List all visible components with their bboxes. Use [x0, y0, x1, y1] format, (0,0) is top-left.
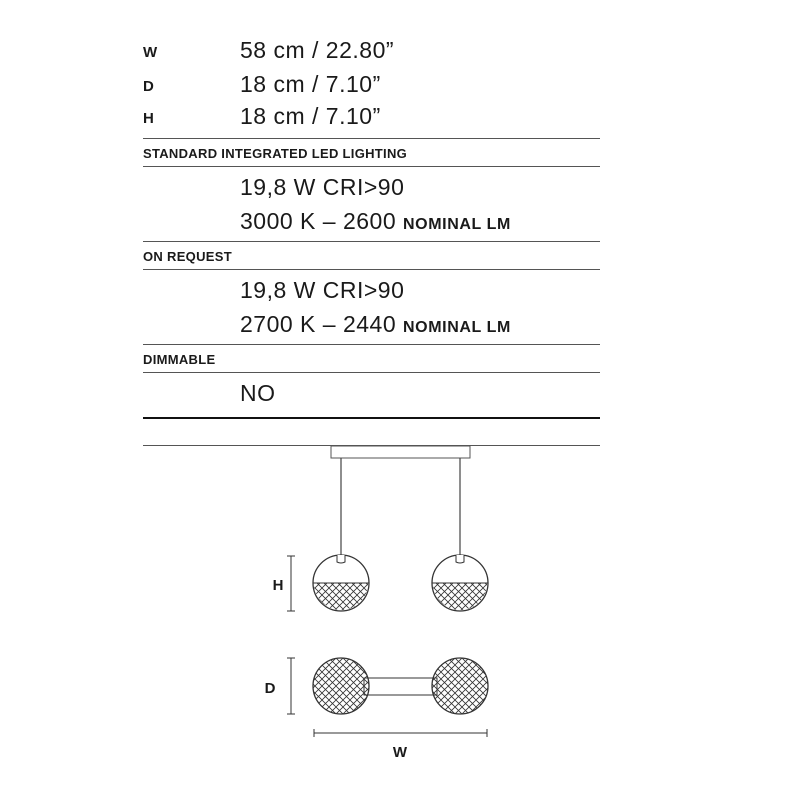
dimension-marker-d	[287, 658, 295, 714]
standard-line-1: 19,8 W CRI>90	[240, 174, 405, 200]
dim-key-h: H	[143, 110, 154, 127]
dimmable-heading: DIMMABLE	[143, 352, 216, 367]
pendant-globe-left	[313, 555, 369, 611]
on-request-line-1: 19,8 W CRI>90	[240, 277, 405, 303]
dim-key-w: W	[143, 44, 158, 61]
label-d: D	[264, 680, 276, 697]
dimension-marker-w	[314, 729, 487, 737]
on-request-line-2-unit: NOMINAL LM	[403, 319, 511, 336]
canopy-bar	[331, 446, 470, 458]
dim-value-d: 18 cm / 7.10”	[240, 71, 381, 97]
on-request-line-2-main: 2700 K – 2440	[240, 311, 397, 337]
dim-key-d: D	[143, 78, 154, 95]
standard-line-2-main: 3000 K – 2600	[240, 208, 397, 234]
label-h: H	[272, 577, 284, 594]
on-request-heading: ON REQUEST	[143, 249, 232, 264]
top-view	[313, 658, 488, 714]
standard-heading: STANDARD INTEGRATED LED LIGHTING	[143, 146, 408, 161]
dim-value-h: 18 cm / 7.10”	[240, 103, 381, 129]
pendant-globe-right	[432, 555, 488, 611]
label-w: W	[392, 744, 408, 761]
dim-value-w: 58 cm / 22.80”	[240, 37, 395, 63]
standard-line-2-unit: NOMINAL LM	[403, 216, 511, 233]
dimension-marker-h	[287, 556, 295, 611]
dimmable-value: NO	[240, 380, 276, 406]
